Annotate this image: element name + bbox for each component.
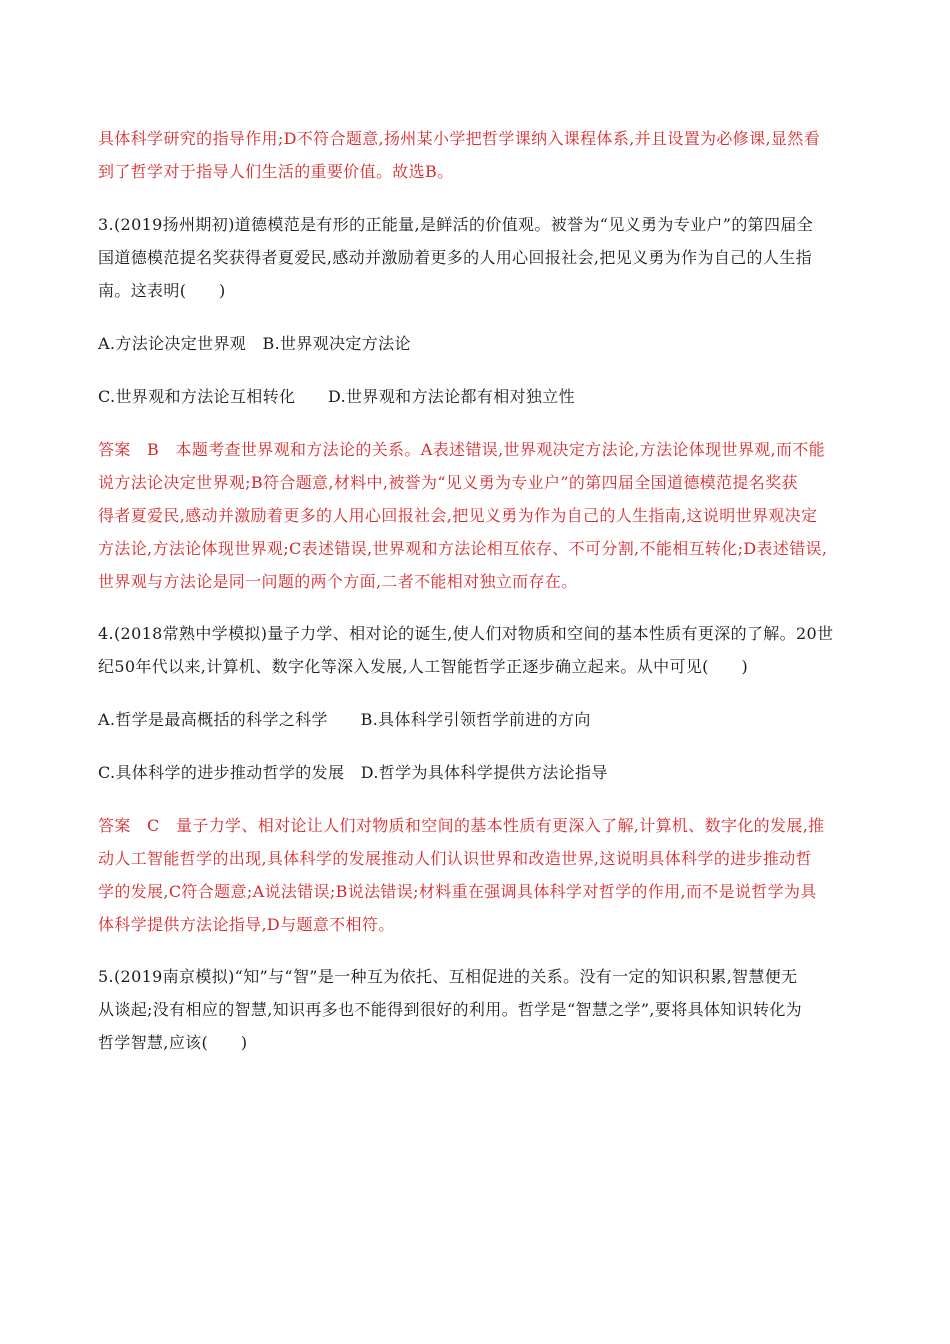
question-5: [98, 960, 850, 1059]
answer-3: [98, 433, 850, 598]
question-4-options-ab: A.哲学是最高概括的科学之科学 B.具体科学引领哲学前进的方向: [98, 710, 591, 729]
answer-line: 说方法论决定世界观;B符合题意,材料中,被誉为“见义勇为专业户”的第四届全国道德模范提名奖获: [98, 473, 798, 492]
answer-line: 答案 C 量子力学、相对论让人们对物质和空间的基本性质有更深入了解,计算机、数字化的发展,推: [98, 816, 825, 835]
question-line: 哲学智慧,应该( ): [98, 1033, 248, 1052]
answer-line: 答案 B 本题考查世界观和方法论的关系。A表述错误,世界观决定方法论,方法论体现世界观,而不能: [98, 440, 826, 459]
answer-line: 体科学提供方法论指导,D与题意不相符。: [98, 915, 395, 934]
answer-line: 学的发展,C符合题意;A说法错误;B说法错误;材料重在强调具体科学对哲学的作用,而不是说哲学为具: [98, 882, 817, 901]
question-line: 国道德模范提名奖获得者夏爱民,感动并激励着更多的人用心回报社会,把见义勇为作为自己的人生指: [98, 248, 812, 267]
question-3-options-cd: C.世界观和方法论互相转化 D.世界观和方法论都有相对独立性: [98, 387, 575, 406]
question-line: 4.(2018常熟中学模拟)量子力学、相对论的诞生,使人们对物质和空间的基本性质有更深的了解。20世: [98, 624, 834, 643]
question-3-options-ab: A.方法论决定世界观 B.世界观决定方法论: [98, 334, 411, 353]
question-line: 3.(2019扬州期初)道德模范是有形的正能量,是鲜活的价值观。被誉为“见义勇为专业户”的第四届全: [98, 215, 814, 234]
question-3: [98, 208, 850, 307]
question-line: 5.(2019南京模拟)“知”与“智”是一种互为依托、互相促进的关系。没有一定的知识积累,智慧便无: [98, 967, 798, 986]
question-line: 从谈起;没有相应的智慧,知识再多也不能得到很好的利用。哲学是“智慧之学”,要将具体知识转化为: [98, 1000, 803, 1019]
question-line: 纪50年代以来,计算机、数字化等深入发展,人工智能哲学正逐步确立起来。从中可见( ): [98, 657, 749, 676]
answer-line: 世界观与方法论是同一问题的两个方面,二者不能相对独立而存在。: [98, 572, 578, 591]
document-page: [98, 122, 850, 1059]
answer-line: 动人工智能哲学的出现,具体科学的发展推动人们认识世界和改造世界,这说明具体科学的进步推动哲: [98, 849, 812, 868]
answer-line: 到了哲学对于指导人们生活的重要价值。故选B。: [98, 162, 454, 181]
answer-line: 方法论,方法论体现世界观;C表述错误,世界观和方法论相互依存、不可分割,不能相互转化;D表述错误,: [98, 539, 828, 558]
question-4: [98, 617, 850, 683]
answer-2-continuation: [98, 122, 850, 188]
answer-line: 得者夏爱民,感动并激励着更多的人用心回报社会,把见义勇为作为自己的人生指南,这说明世界观决定: [98, 506, 818, 525]
question-line: 南。这表明( ): [98, 281, 226, 300]
answer-4: [98, 809, 850, 941]
question-4-options-cd: C.具体科学的进步推动哲学的发展 D.哲学为具体科学提供方法论指导: [98, 763, 608, 782]
answer-line: 具体科学研究的指导作用;D不符合题意,扬州某小学把哲学课纳入课程体系,并且设置为必修课,显然看: [98, 129, 820, 148]
